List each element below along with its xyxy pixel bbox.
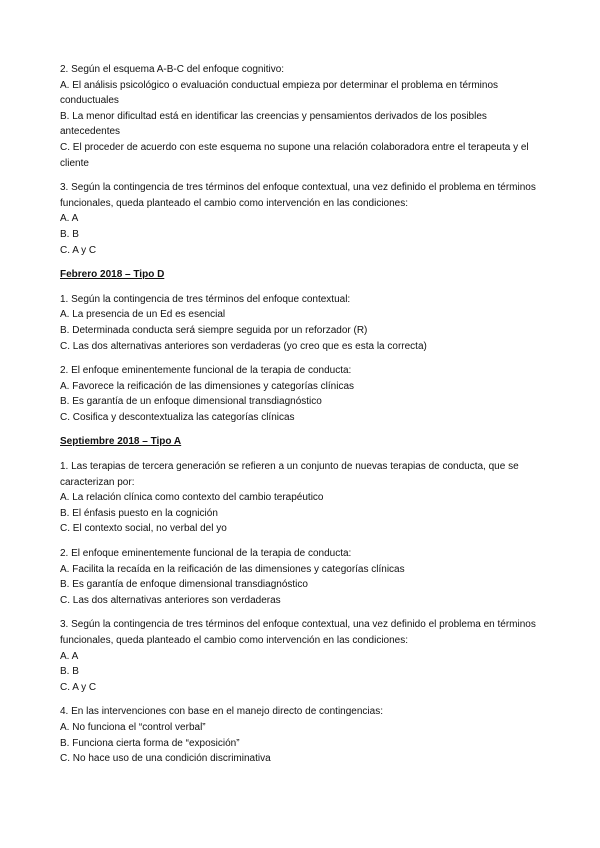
answer-option: A. Facilita la recaída en la reificación de las dimensiones y categorías clínicas [60, 563, 405, 575]
answer-option: A. A [60, 650, 79, 662]
section-heading: Septiembre 2018 – Tipo A [60, 436, 182, 448]
answer-option: B. La menor dificultad está en identificar las creencias y pensamientos derivados de los posibles antecedentes [60, 110, 487, 138]
answer-option: B. Es garantía de enfoque dimensional transdiagnóstico [60, 579, 308, 591]
question-block [60, 617, 538, 695]
question-text: 1. Según la contingencia de tres términos del enfoque contextual: [60, 293, 351, 305]
answer-option: C. El contexto social, no verbal del yo [60, 523, 227, 535]
answer-option: C. Las dos alternativas anteriores son verdaderas (yo creo que es esta la correcta) [60, 340, 427, 352]
question-block [60, 459, 538, 537]
question-text: 4. En las intervenciones con base en el manejo directo de contingencias: [60, 706, 383, 718]
answer-option: C. Las dos alternativas anteriores son verdaderas [60, 594, 281, 606]
answer-option: B. Es garantía de un enfoque dimensional transdiagnóstico [60, 396, 322, 408]
answer-option: A. Favorece la reificación de las dimensiones y categorías clínicas [60, 380, 355, 392]
question-text: 2. El enfoque eminentemente funcional de la terapia de conducta: [60, 365, 352, 377]
answer-option: A. A [60, 213, 79, 225]
answer-option: B. B [60, 228, 79, 240]
question-text: 1. Las terapias de tercera generación se refieren a un conjunto de nuevas terapias de conducta, que se caracterizan por: [60, 461, 519, 488]
question-text: 3. Según la contingencia de tres términos del enfoque contextual, una vez definido el problema en términos funcionales, queda planteado el cambio como intervención en las condiciones: [60, 619, 536, 646]
answer-option: A. El análisis psicológico o evaluación conductual empieza por determinar el problema en términos conductuales [60, 79, 499, 107]
answer-option: C. Cosifica y descontextualiza las categorías clínicas [60, 411, 295, 423]
answer-option: A. No funciona el “control verbal” [60, 721, 206, 733]
question-text: 2. Según el esquema A-B-C del enfoque cognitivo: [60, 64, 285, 75]
answer-option: A. La presencia de un Ed es esencial [60, 309, 226, 321]
question-block [60, 546, 538, 608]
question-text: 3. Según la contingencia de tres términos del enfoque contextual, una vez definido el problema en términos funcionales, queda planteado el cambio como intervención en las condiciones: [60, 182, 536, 209]
question-block [60, 180, 538, 258]
document-page [60, 62, 538, 776]
question-block [60, 62, 538, 171]
answer-option: B. Funciona cierta forma de “exposición” [60, 737, 240, 749]
answer-option: C. A y C [60, 681, 97, 693]
question-text: 2. El enfoque eminentemente funcional de la terapia de conducta: [60, 548, 352, 560]
answer-option: C. El proceder de acuerdo con este esquema no supone una relación colaboradora entre el terapeuta y el cliente [60, 141, 529, 169]
question-block [60, 704, 538, 766]
section-heading: Febrero 2018 – Tipo D [60, 269, 165, 281]
question-block [60, 292, 538, 354]
answer-option: C. A y C [60, 244, 97, 256]
answer-option: A. La relación clínica como contexto del cambio terapéutico [60, 492, 324, 504]
question-block [60, 363, 538, 425]
answer-option: B. B [60, 666, 79, 678]
answer-option: B. Determinada conducta será siempre seguida por un reforzador (R) [60, 324, 368, 336]
answer-option: C. No hace uso de una condición discriminativa [60, 753, 271, 765]
answer-option: B. El énfasis puesto en la cognición [60, 507, 218, 519]
